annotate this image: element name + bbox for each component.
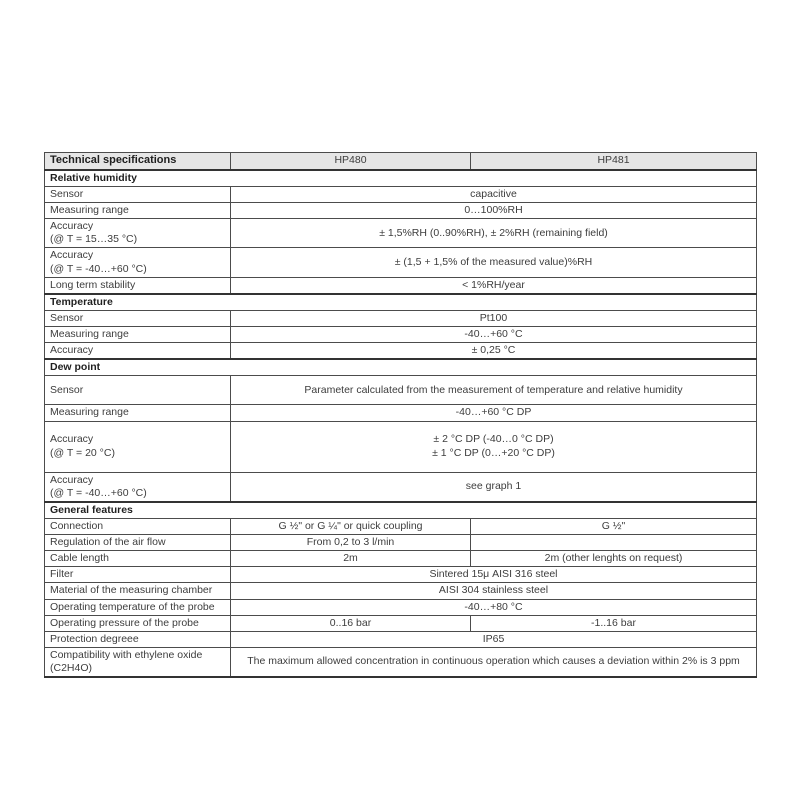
header-hp481-cell: HP481 [471, 153, 757, 170]
section-row-temperature [45, 294, 757, 311]
spec-row [45, 277, 757, 294]
row-label-cell: Cable length [45, 551, 231, 567]
row-label-cell: Filter [45, 567, 231, 583]
header-hp480-cell: HP480 [231, 153, 471, 170]
row-value-cell: ± 0,25 °C [231, 343, 757, 360]
row-label-cell: Operating temperature of the probe [45, 599, 231, 615]
row-label: Accuracy [50, 220, 94, 233]
row-value-cell [231, 421, 757, 472]
spec-row [45, 248, 757, 277]
row-label: Accuracy [50, 473, 94, 486]
row-value-hp481-cell: G ½" [471, 518, 757, 534]
row-value-hp480-cell: 0..16 bar [231, 615, 471, 631]
row-label-cell: Measuring range [45, 327, 231, 343]
row-label-cell: Protection degreee [45, 631, 231, 647]
spec-row [45, 567, 757, 583]
spec-row [45, 518, 757, 534]
row-label-cell: Regulation of the air flow [45, 535, 231, 551]
spec-row [45, 631, 757, 647]
row-value-cell: The maximum allowed concentration in continuous operation which causes a deviation within 2% is 3 ppm [231, 647, 757, 677]
header-title-cell: Technical specifications [45, 153, 231, 170]
spec-table [44, 152, 757, 678]
section-row-relative-humidity [45, 170, 757, 187]
row-sublabel: (C2H4O) [50, 662, 93, 674]
spec-row [45, 472, 757, 502]
row-label-cell: Measuring range [45, 405, 231, 421]
section-title-cell: Relative humidity [45, 170, 757, 187]
row-value-cell: -40…+60 °C DP [231, 405, 757, 421]
section-row-general-features [45, 502, 757, 519]
row-value-cell: capacitive [231, 186, 757, 202]
row-label-cell: Sensor [45, 310, 231, 326]
row-label-cell: Operating pressure of the probe [45, 615, 231, 631]
section-title-cell: General features [45, 502, 757, 519]
row-value-cell: 0…100%RH [231, 203, 757, 219]
spec-row [45, 343, 757, 360]
row-value-hp481-cell: -1..16 bar [471, 615, 757, 631]
spec-row [45, 405, 757, 421]
row-label-cell: Material of the measuring chamber [45, 583, 231, 599]
spec-row [45, 647, 757, 677]
row-sublabel: (@ T = 20 °C) [50, 446, 115, 459]
row-value-cell: Parameter calculated from the measurement of temperature and relative humidity [231, 376, 757, 405]
row-label-cell [45, 421, 231, 472]
row-label-cell: Connection [45, 518, 231, 534]
table-header-row [45, 153, 757, 170]
row-value-cell: IP65 [231, 631, 757, 647]
row-value-hp480-cell: From 0,2 to 3 l/min [231, 535, 471, 551]
spec-row [45, 327, 757, 343]
spec-row [45, 615, 757, 631]
row-label-cell: Accuracy [45, 343, 231, 360]
row-label: Accuracy [50, 433, 94, 446]
row-label-cell [45, 647, 231, 677]
row-value-line2: ± 1 °C DP (0…+20 °C DP) [432, 446, 555, 459]
row-value-cell: -40…+60 °C [231, 327, 757, 343]
row-value-hp480-cell: G ½" or G ¼" or quick coupling [231, 518, 471, 534]
section-title-cell: Dew point [45, 359, 757, 376]
spec-row [45, 535, 757, 551]
row-label: Compatibility with ethylene oxide [50, 648, 203, 661]
spec-row [45, 376, 757, 405]
row-value-cell: Sintered 15μ AISI 316 steel [231, 567, 757, 583]
row-label: Accuracy [50, 249, 94, 262]
row-value-hp480-cell: 2m [231, 551, 471, 567]
row-value-cell: AISI 304 stainless steel [231, 583, 757, 599]
spec-row [45, 186, 757, 202]
row-label-cell: Measuring range [45, 203, 231, 219]
row-value-cell: see graph 1 [231, 472, 757, 502]
spec-row [45, 203, 757, 219]
spec-row [45, 599, 757, 615]
row-sublabel: (@ T = -40…+60 °C) [50, 486, 147, 499]
row-value-hp481-cell [471, 535, 757, 551]
row-label-cell: Sensor [45, 376, 231, 405]
row-label-cell [45, 248, 231, 277]
row-value-line1: ± 2 °C DP (-40…0 °C DP) [433, 433, 554, 446]
spec-row [45, 551, 757, 567]
row-sublabel: (@ T = -40…+60 °C) [50, 262, 147, 275]
row-label-cell [45, 472, 231, 502]
spec-row [45, 310, 757, 326]
row-value-cell: ± 1,5%RH (0..90%RH), ± 2%RH (remaining field) [231, 219, 757, 248]
spec-row [45, 219, 757, 248]
section-title-cell: Temperature [45, 294, 757, 311]
row-label-cell: Long term stability [45, 277, 231, 294]
section-row-dew-point [45, 359, 757, 376]
row-sublabel: (@ T = 15…35 °C) [50, 233, 138, 246]
spec-row [45, 583, 757, 599]
row-value-cell: ± (1,5 + 1,5% of the measured value)%RH [231, 248, 757, 277]
spec-row [45, 421, 757, 472]
row-label-cell [45, 219, 231, 248]
row-value-cell: < 1%RH/year [231, 277, 757, 294]
row-value-cell: -40…+80 °C [231, 599, 757, 615]
row-value-cell: Pt100 [231, 310, 757, 326]
row-label-cell: Sensor [45, 186, 231, 202]
row-value-hp481-cell: 2m (other lenghts on request) [471, 551, 757, 567]
